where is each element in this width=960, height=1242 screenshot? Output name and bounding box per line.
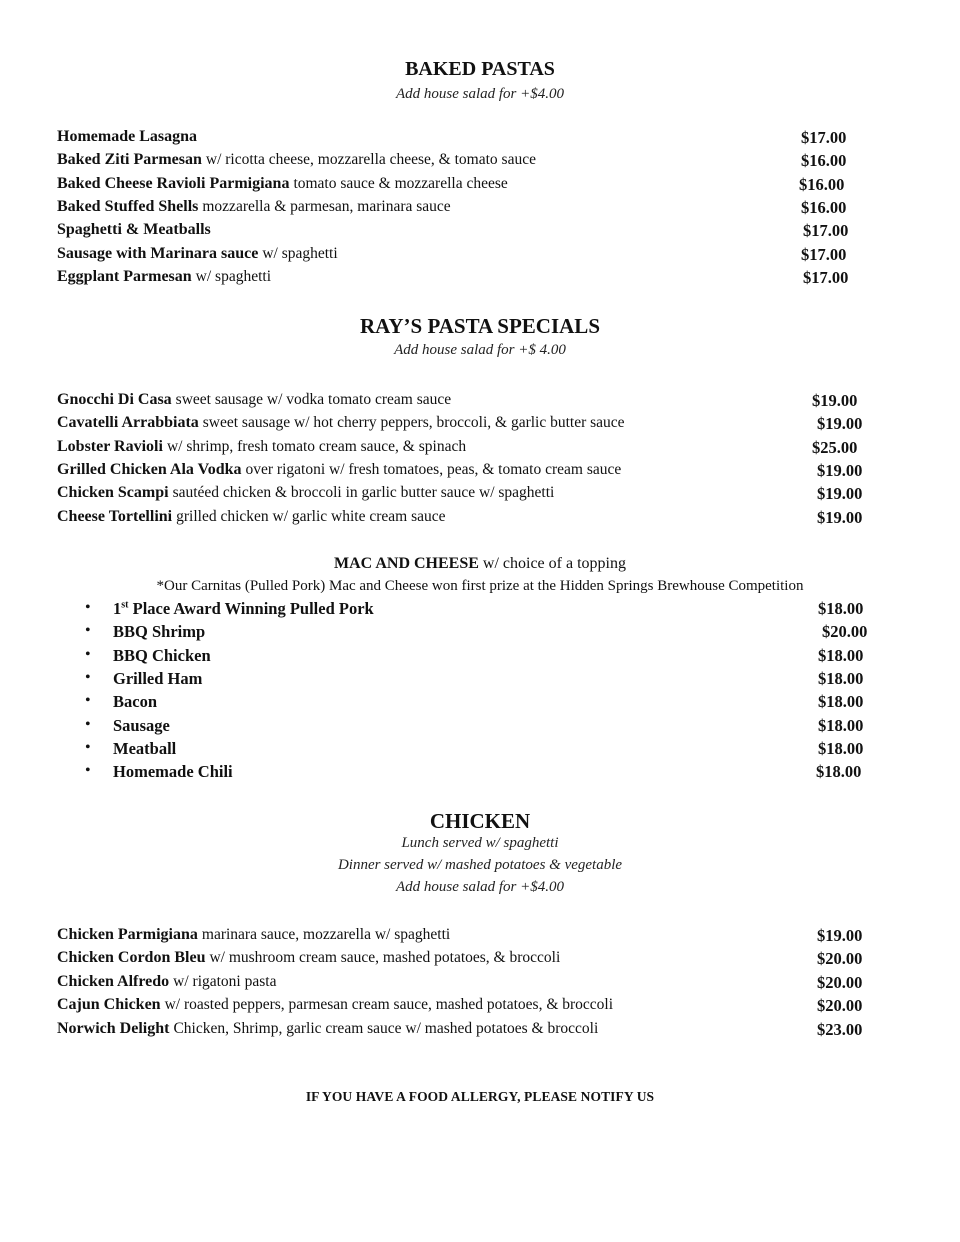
menu-item (57, 414, 625, 432)
item-desc: sweet sausage w/ hot cherry peppers, broccoli, & garlic butter sauce (202, 414, 625, 431)
item-price: $16.00 (801, 198, 847, 217)
item-name: Spaghetti & Meatballs (57, 221, 211, 238)
item-name: Cajun Chicken (57, 996, 161, 1013)
topping-rest: Place Award Winning Pulled Pork (132, 599, 374, 618)
item-name: Baked Stuffed Shells (57, 198, 199, 215)
menu-item (57, 996, 613, 1014)
item-desc: w/ spaghetti (262, 245, 338, 262)
section-title-chicken: CHICKEN (429, 809, 531, 833)
item-name: Baked Ziti Parmesan (57, 151, 202, 168)
topping-number: 1 (113, 599, 122, 618)
item-desc: tomato sauce & mozzarella cheese (293, 175, 508, 192)
menu-item (57, 438, 466, 456)
menu-item (57, 973, 276, 991)
mac-and-cheese-suffix: w/ choice of a topping (482, 555, 626, 572)
section-title-pasta-specials: RAY’S PASTA SPECIALS (359, 314, 600, 338)
topping-price: $18.00 (818, 599, 864, 618)
item-desc: w/ mushroom cream sauce, mashed potatoes, & broccoli (209, 949, 561, 966)
topping-name: Homemade Chili (113, 762, 233, 781)
item-price: $23.00 (817, 1020, 863, 1039)
topping-name: Bacon (113, 692, 158, 711)
menu-item (57, 245, 338, 263)
topping-price: $18.00 (818, 739, 864, 758)
item-desc: w/ shrimp, fresh tomato cream sauce, & spinach (166, 438, 467, 455)
topping-price: $18.00 (818, 669, 864, 688)
topping-name (113, 599, 374, 619)
item-desc: w/ rigatoni pasta (173, 973, 277, 990)
item-price: $19.00 (817, 926, 863, 945)
menu-item (57, 926, 450, 944)
topping-name: BBQ Chicken (113, 646, 211, 665)
menu-item (57, 151, 536, 169)
bullet-icon: • (85, 599, 91, 616)
menu-item (57, 198, 451, 216)
bullet-icon: • (85, 739, 91, 756)
item-name: Homemade Lasagna (57, 128, 197, 145)
bullet-icon: • (85, 669, 91, 686)
bullet-icon: • (85, 646, 91, 663)
bullet-icon: • (85, 762, 91, 779)
section-subtitle-pasta-specials: Add house salad for +$ 4.00 (394, 342, 566, 358)
item-name: Norwich Delight (57, 1020, 170, 1037)
item-desc: over rigatoni w/ fresh tomatoes, peas, & tomato cream sauce (245, 461, 622, 478)
topping-price: $18.00 (818, 692, 864, 711)
mac-and-cheese-heading (0, 555, 960, 573)
item-name: Chicken Parmigiana (57, 926, 198, 943)
menu-item (57, 221, 211, 239)
topping-price: $18.00 (816, 762, 862, 781)
item-name: Gnocchi Di Casa (57, 391, 172, 408)
item-price: $16.00 (801, 151, 847, 170)
item-price: $17.00 (803, 268, 849, 287)
item-desc: grilled chicken w/ garlic white cream sauce (176, 508, 446, 525)
topping-name: Sausage (113, 716, 170, 735)
item-price: $17.00 (801, 245, 847, 264)
item-name: Grilled Chicken Ala Vodka (57, 461, 242, 478)
item-name: Baked Cheese Ravioli Parmigiana (57, 175, 290, 192)
menu-item (57, 484, 554, 502)
item-price: $19.00 (817, 461, 863, 480)
topping-name: BBQ Shrimp (113, 622, 206, 641)
menu-item (57, 268, 271, 286)
section-subtitle-chicken: Add house salad for +$4.00 (395, 879, 565, 895)
topping-price: $18.00 (818, 716, 864, 735)
item-price: $19.00 (817, 508, 863, 527)
bullet-icon: • (85, 692, 91, 709)
item-price: $17.00 (803, 221, 849, 240)
item-name: Cavatelli Arrabbiata (57, 414, 199, 431)
allergy-notice: IF YOU HAVE A FOOD ALLERGY, PLEASE NOTIFY US (305, 1089, 655, 1104)
item-name: Cheese Tortellini (57, 508, 173, 525)
topping-price: $18.00 (818, 646, 864, 665)
topping-name: Meatball (113, 739, 177, 758)
item-price: $20.00 (817, 973, 863, 992)
item-desc: w/ roasted peppers, parmesan cream sauce, mashed potatoes, & broccoli (164, 996, 614, 1013)
bullet-icon: • (85, 622, 91, 639)
item-price: $17.00 (801, 128, 847, 147)
item-desc: w/ spaghetti (195, 268, 272, 285)
topping-price: $20.00 (822, 622, 868, 641)
menu-item (57, 391, 451, 409)
item-name: Sausage with Marinara sauce (57, 245, 259, 262)
section-title-baked-pastas: BAKED PASTAS (405, 58, 555, 80)
item-desc: marinara sauce, mozzarella w/ spaghetti (201, 926, 451, 943)
item-desc: sweet sausage w/ vodka tomato cream sauce (175, 391, 452, 408)
mac-and-cheese-title: MAC AND CHEESE (334, 555, 479, 572)
mac-and-cheese-note: *Our Carnitas (Pulled Pork) Mac and Cheese won first prize at the Hidden Springs Brewhouse Competition (156, 578, 804, 594)
section-subtitle-chicken: Lunch served w/ spaghetti (401, 835, 559, 851)
section-subtitle-chicken: Dinner served w/ mashed potatoes & vegetable (337, 857, 623, 873)
menu-item (57, 128, 197, 146)
item-name: Eggplant Parmesan (57, 268, 192, 285)
menu-item (57, 175, 508, 193)
item-price: $16.00 (799, 175, 845, 194)
menu-item (57, 949, 560, 967)
menu-item (57, 508, 446, 526)
item-price: $19.00 (817, 484, 863, 503)
item-price: $25.00 (812, 438, 858, 457)
topping-name: Grilled Ham (113, 669, 203, 688)
item-name: Chicken Cordon Bleu (57, 949, 206, 966)
item-desc: Chicken, Shrimp, garlic cream sauce w/ mashed potatoes & broccoli (173, 1020, 599, 1037)
item-name: Chicken Scampi (57, 484, 169, 501)
item-price: $19.00 (812, 391, 858, 410)
item-name: Chicken Alfredo (57, 973, 170, 990)
item-price: $20.00 (817, 949, 863, 968)
item-name: Lobster Ravioli (57, 438, 163, 455)
topping-ordinal: st (121, 599, 129, 611)
item-price: $19.00 (817, 414, 863, 433)
menu-item (57, 1020, 598, 1038)
item-desc: mozzarella & parmesan, marinara sauce (202, 198, 451, 215)
menu-item (57, 461, 621, 479)
item-desc: w/ ricotta cheese, mozzarella cheese, & tomato sauce (205, 151, 536, 168)
section-subtitle-baked-pastas: Add house salad for +$4.00 (395, 86, 565, 102)
bullet-icon: • (85, 716, 91, 733)
item-price: $20.00 (817, 996, 863, 1015)
item-desc: sautéed chicken & broccoli in garlic butter sauce w/ spaghetti (172, 484, 555, 501)
